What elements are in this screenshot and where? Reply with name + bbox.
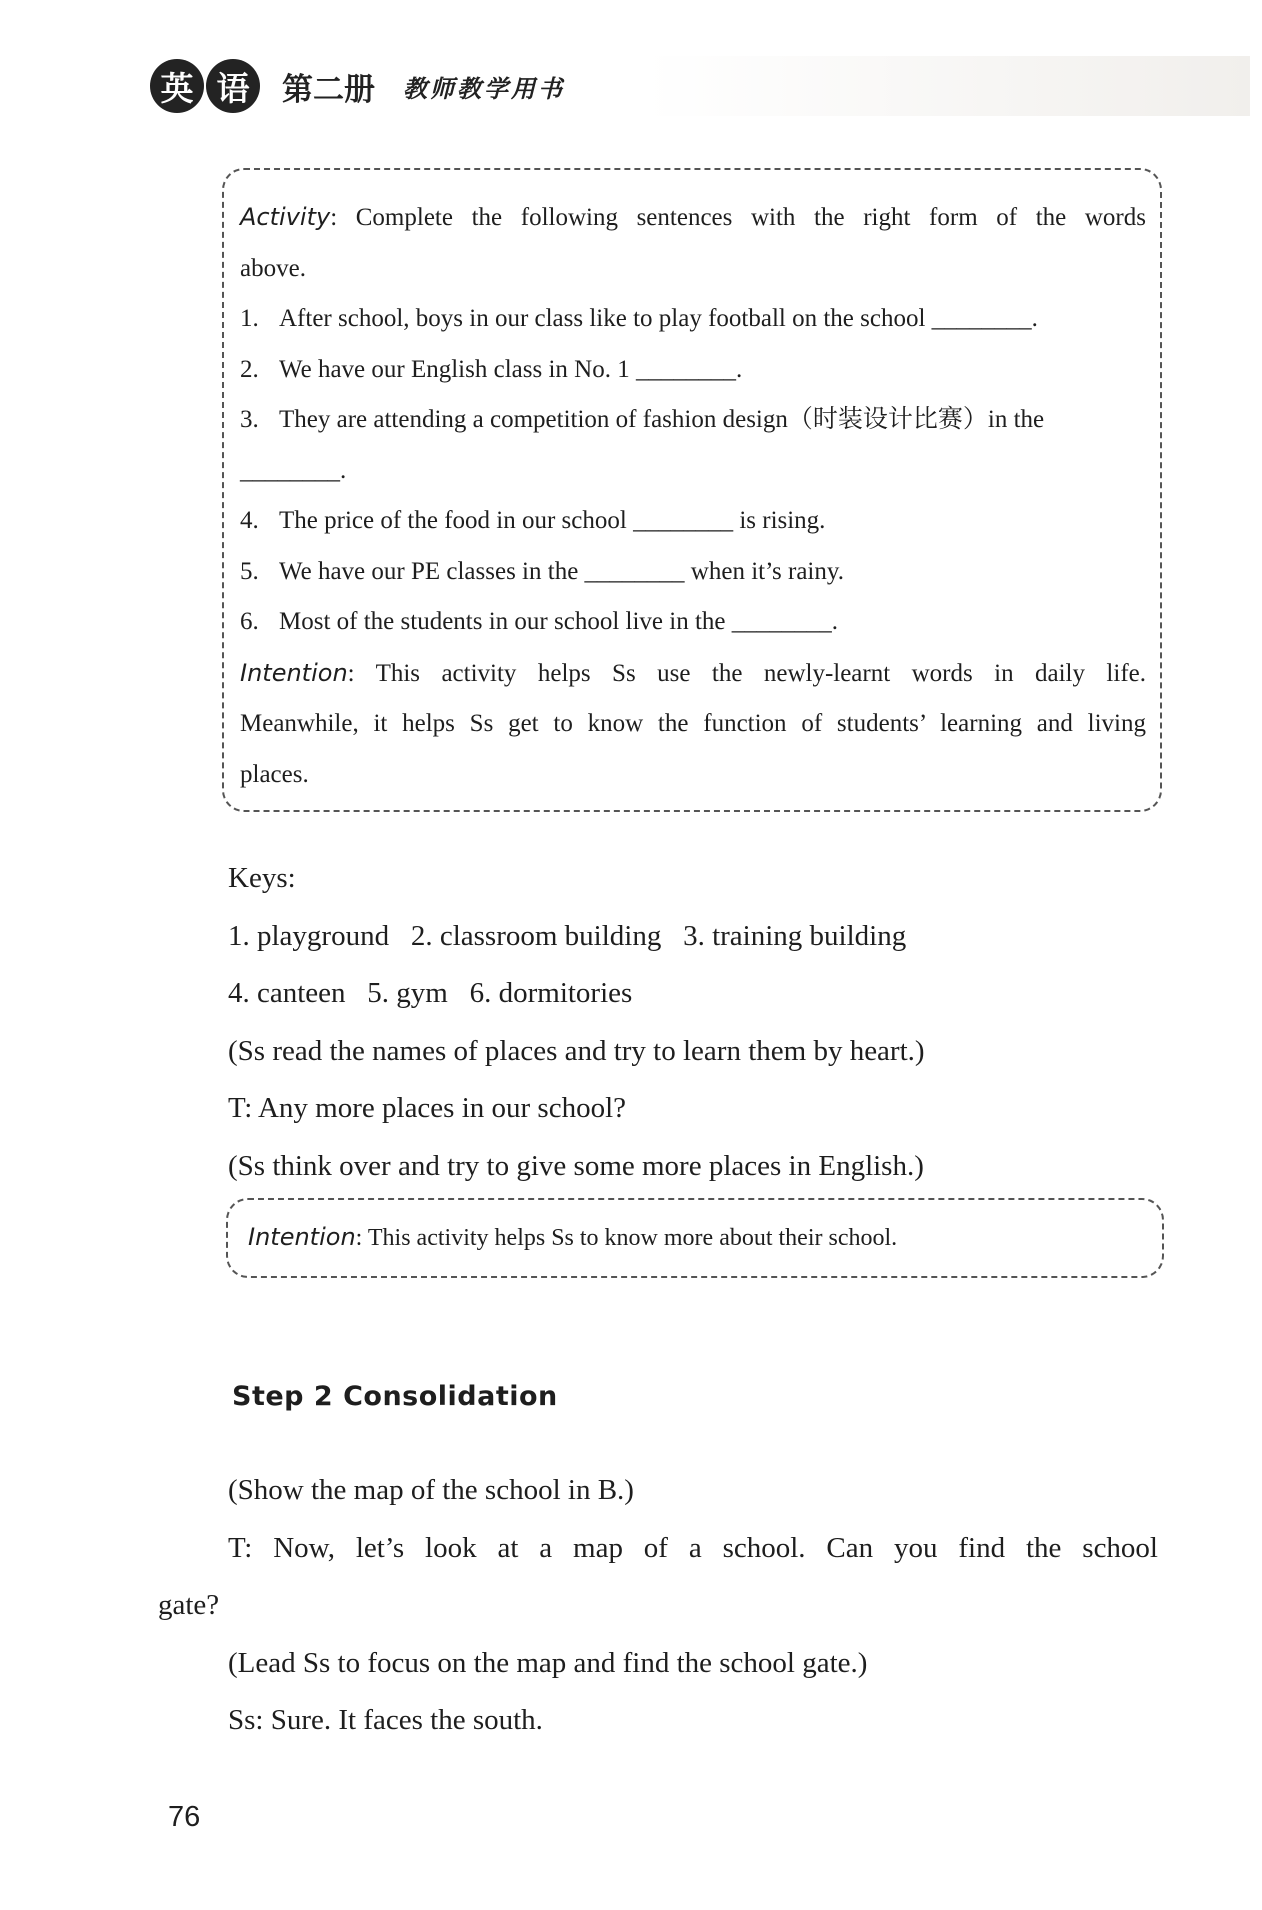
item-text: The price of the food in our school ________ is rising. — [279, 507, 826, 534]
header-subtitle: 教师教学用书 — [403, 73, 565, 103]
intention-line: Meanwhile, it helps Ss get to know the function of students’ learning and living — [240, 710, 1146, 737]
activity-text-cont: above. — [240, 254, 306, 282]
intention-line — [248, 1219, 1152, 1256]
keys-section — [228, 850, 925, 1195]
item-number: 5. — [240, 557, 259, 585]
page-header — [150, 56, 1250, 116]
item-text: They are attending a competition of fashion design（时装设计比赛）in the — [279, 406, 1045, 433]
activity-box — [222, 168, 1162, 812]
exercise-item — [240, 496, 1146, 547]
stage-direction: (Lead Ss to focus on the map and find the school gate.) — [228, 1646, 868, 1679]
stage-direction: (Ss read the names of places and try to learn them by heart.) — [228, 1034, 925, 1067]
exercise-item — [240, 597, 1146, 648]
activity-text: : Complete the following sentences with the right form of the words — [330, 204, 1146, 231]
student-line: Ss: Sure. It faces the south. — [228, 1704, 543, 1736]
item-number: 3. — [240, 406, 259, 433]
page-number: 76 — [168, 1801, 201, 1833]
header-book-volume: 第二册 — [282, 71, 375, 108]
item-number: 4. — [240, 507, 259, 534]
exercise-item — [240, 294, 1146, 345]
teacher-line: T: Now, let’s look at a map of a school. Can you find the school — [228, 1531, 1158, 1564]
intention-line: places. — [240, 760, 309, 788]
item-number: 6. — [240, 608, 259, 635]
exercise-item — [240, 547, 1146, 598]
item-text: Most of the students in our school live in the ________. — [279, 608, 838, 635]
header-circle-yu: 语 — [206, 59, 260, 113]
teacher-line: T: Any more places in our school? — [228, 1092, 627, 1124]
item-text: We have our English class in No. 1 ________. — [279, 355, 743, 383]
teacher-line-cont: gate? — [158, 1589, 220, 1621]
exercise-item-cont — [240, 446, 1146, 497]
item-number: 1. — [240, 305, 259, 332]
activity-label: Activity — [240, 203, 331, 231]
intention-box — [226, 1198, 1164, 1278]
item-text: ________. — [240, 456, 347, 484]
keys-line: 4. canteen 5. gym 6. dormitories — [228, 977, 633, 1009]
step2-body — [158, 1462, 1158, 1750]
keys-title: Keys: — [228, 862, 296, 894]
intention-text: : This activity helps Ss to know more about their school. — [355, 1225, 898, 1251]
intention-label: Intention — [240, 658, 348, 687]
stage-direction: (Ss think over and try to give some more places in English.) — [228, 1149, 924, 1182]
intention-line — [240, 648, 1146, 700]
intention-label: Intention — [248, 1223, 356, 1251]
stage-direction: (Show the map of the school in B.) — [228, 1474, 634, 1506]
item-text: After school, boys in our class like to play football on the school ________. — [279, 305, 1038, 332]
exercise-item — [240, 345, 1146, 396]
header-circle-ying: 英 — [150, 59, 204, 113]
exercise-item — [240, 395, 1146, 446]
intention-text: : This activity helps Ss use the newly-learnt words in daily life. — [347, 659, 1146, 687]
item-text: We have our PE classes in the ________ when it’s rainy. — [279, 557, 845, 585]
step-heading: Step 2 Consolidation — [232, 1381, 558, 1412]
item-number: 2. — [240, 355, 259, 383]
activity-line — [240, 192, 1146, 244]
keys-line: 1. playground 2. classroom building 3. training building — [228, 919, 907, 952]
